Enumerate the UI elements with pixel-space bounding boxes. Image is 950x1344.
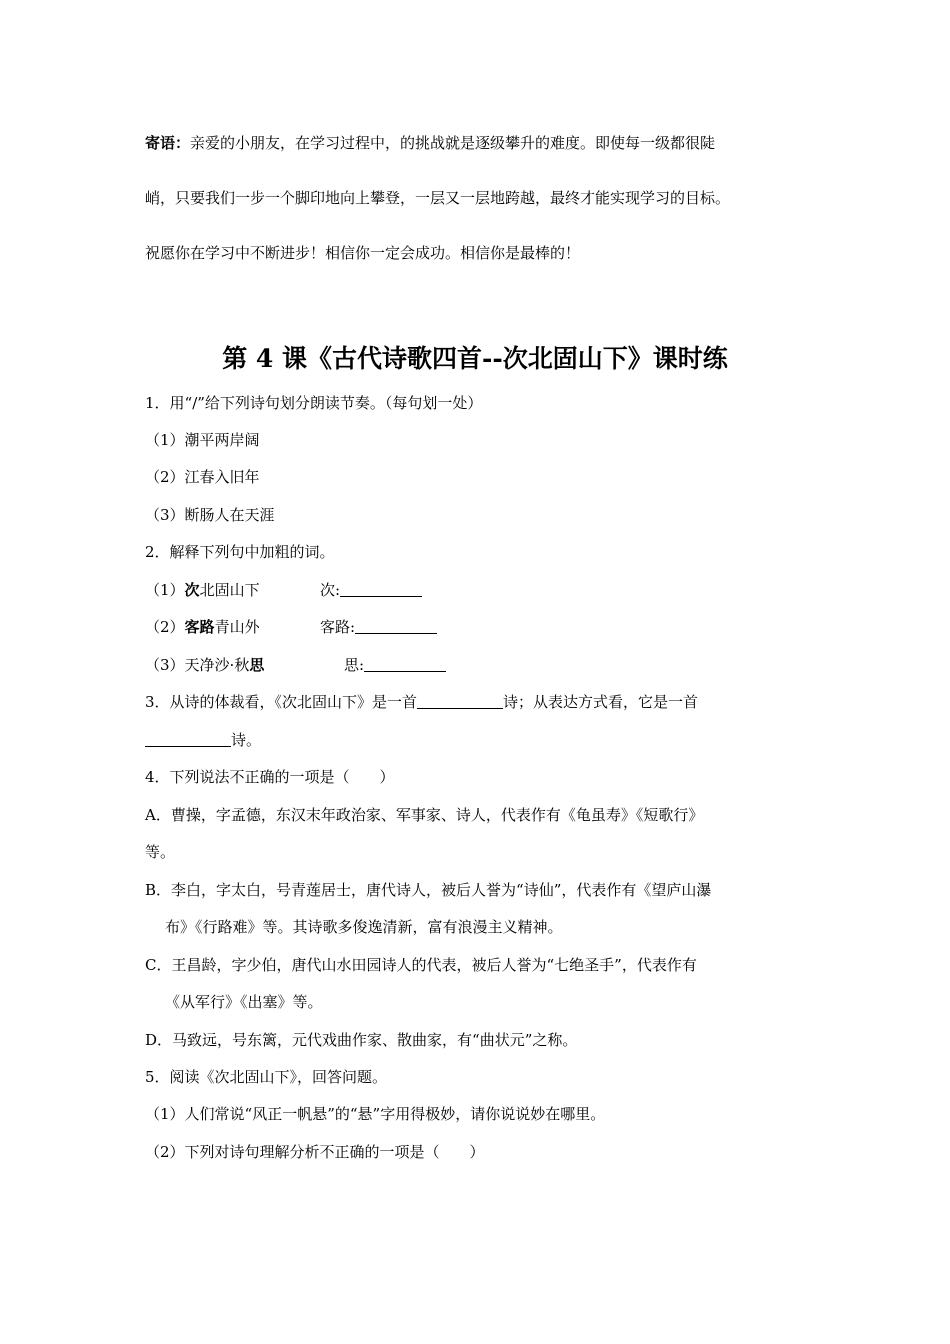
q4-option-c-line-1: C．王昌龄，字少伯，唐代山水田园诗人的代表，被后人誉为“七绝圣手”，代表作有 xyxy=(145,956,697,974)
q3-line-2 xyxy=(145,730,261,750)
q4-stem: 4．下列说法不正确的一项是（ ） xyxy=(145,768,395,786)
intro-line-1 xyxy=(145,133,715,153)
q3-part-1: 3．从诗的体裁看，《次北固山下》是一首 xyxy=(145,693,418,711)
q4-option-b-line-1: B．李白，字太白，号青莲居士，唐代诗人，被后人誉为“诗仙”，代表作有《望庐山瀑 xyxy=(145,881,712,899)
answer-blank[interactable] xyxy=(364,657,446,672)
q2-item-2-bold: 客路 xyxy=(184,618,215,636)
q1-item-3: （3）断肠人在天涯 xyxy=(145,506,275,524)
q3-line-1 xyxy=(145,692,698,712)
q2-item-2-label: 客路: xyxy=(320,618,356,636)
q3-part-2: 诗；从表达方式看，它是一首 xyxy=(503,693,699,711)
answer-blank[interactable] xyxy=(340,582,422,597)
q1-item-1: （1）潮平两岸阔 xyxy=(145,431,260,449)
page-title: 第 4 课《古代诗歌四首--次北固山下》课时练 xyxy=(222,344,728,373)
q2-item-1-bold: 次 xyxy=(184,581,200,599)
q4-option-b-line-2: 布》《行路难》等。其诗歌多俊逸清新，富有浪漫主义精神。 xyxy=(165,918,563,936)
q2-item-2-num: （2） xyxy=(145,618,185,636)
intro-line-2: 峭，只要我们一步一个脚印地向上攀登，一层又一层地跨越，最终才能实现学习的目标。 xyxy=(145,189,731,207)
q2-item-2 xyxy=(145,617,260,637)
q2-item-1-num: （1） xyxy=(145,581,185,599)
q5-stem: 5．阅读《次北固山下》，回答问题。 xyxy=(145,1068,388,1086)
q2-item-1-answer xyxy=(320,580,422,600)
q4-option-d: D．马致远，号东篱，元代戏曲作家、散曲家，有“曲状元”之称。 xyxy=(145,1031,578,1049)
q4-option-c-line-2: 《从军行》《出塞》等。 xyxy=(165,993,323,1011)
q2-item-3 xyxy=(145,655,264,675)
q4-option-a-line-1: A．曹操，字孟德，东汉末年政治家、军事家、诗人，代表作有《龟虽寿》《短歌行》 xyxy=(145,806,704,824)
q2-stem: 2．解释下列句中加粗的词。 xyxy=(145,543,335,561)
q3-part-3: 诗。 xyxy=(231,731,262,749)
q5-sub-1: （1）人们常说“风正一帆悬”的“悬”字用得极妙，请你说说妙在哪里。 xyxy=(145,1105,606,1123)
answer-blank[interactable] xyxy=(417,694,503,709)
answer-blank[interactable] xyxy=(355,619,437,634)
answer-blank[interactable] xyxy=(145,732,231,747)
intro-label: 寄语： xyxy=(145,134,191,152)
q2-item-3-answer xyxy=(344,655,446,675)
intro-line-3: 祝愿你在学习中不断进步！相信你一定会成功。相信你是最棒的！ xyxy=(145,244,581,262)
q2-item-3-label: 思: xyxy=(344,656,365,674)
q2-item-2-answer xyxy=(320,617,437,637)
intro-text-1: 亲爱的小朋友，在学习过程中，的挑战就是逐级攀升的难度。即使每一级都很陡 xyxy=(190,134,716,152)
q2-item-3-num: （3） xyxy=(145,656,185,674)
q2-item-1-label: 次: xyxy=(320,581,341,599)
q1-item-2: （2）江春入旧年 xyxy=(145,468,260,486)
q2-item-1-rest: 北固山下 xyxy=(199,581,260,599)
q1-stem: 1．用“/”给下列诗句划分朗读节奏。（每句划一处） xyxy=(145,394,483,412)
q4-option-a-line-2: 等。 xyxy=(145,843,176,861)
q2-item-1 xyxy=(145,580,260,600)
q5-sub-2: （2）下列对诗句理解分析不正确的一项是（ ） xyxy=(145,1143,485,1161)
q2-item-3-bold: 思 xyxy=(249,656,265,674)
q2-item-3-pre: 天净沙·秋 xyxy=(184,656,250,674)
q2-item-2-rest: 青山外 xyxy=(214,618,260,636)
